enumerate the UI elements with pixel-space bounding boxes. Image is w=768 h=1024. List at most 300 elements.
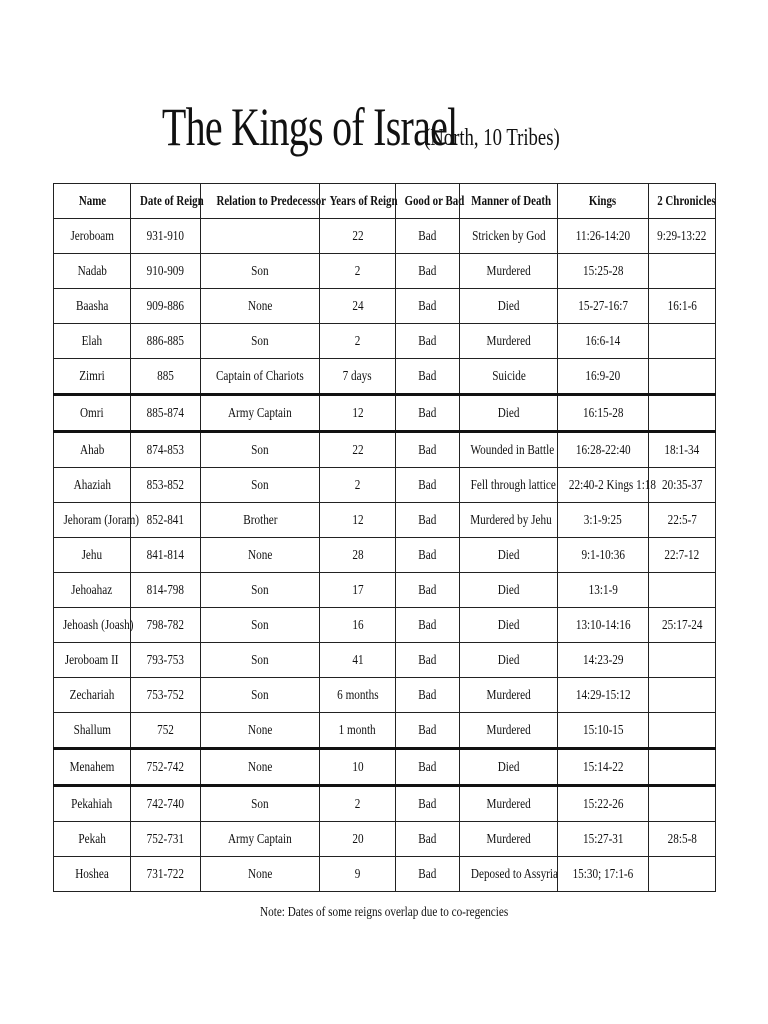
cell-name: [54, 713, 131, 749]
cell-text: Hoshea: [75, 867, 109, 882]
cell-name: [54, 395, 131, 432]
cell-text: 910-909: [146, 264, 185, 279]
cell-years: [320, 678, 396, 713]
cell-text: 909-886: [146, 299, 185, 314]
cell-text: 931-910: [146, 229, 185, 244]
column-header-label: Name: [78, 194, 106, 209]
cell-text: Baasha: [75, 299, 109, 314]
cell-text: 753-752: [146, 688, 185, 703]
cell-good-or-bad: [396, 538, 460, 573]
cell-text: Bad: [418, 406, 437, 421]
cell-manner-of-death: [460, 608, 558, 643]
cell-text: Brother: [242, 513, 278, 528]
cell-text: None: [247, 760, 273, 775]
cell-manner-of-death: [460, 219, 558, 254]
cell-date-of-reign: [131, 608, 201, 643]
cell-name: [54, 432, 131, 468]
cell-manner-of-death: [460, 857, 558, 892]
cell-text: Shallum: [73, 723, 111, 738]
cell-manner-of-death: [460, 289, 558, 324]
cell-text: Murdered by Jehu: [470, 513, 552, 528]
cell-good-or-bad: [396, 822, 460, 857]
cell-text: Ahaziah: [73, 478, 111, 493]
cell-text: Murdered: [486, 688, 531, 703]
cell-name: [54, 822, 131, 857]
cell-text: 12: [351, 513, 364, 528]
cell-date-of-reign: [131, 254, 201, 289]
cell-text: Son: [251, 688, 269, 703]
cell-good-or-bad: [396, 254, 460, 289]
cell-good-or-bad: [396, 643, 460, 678]
column-header-relation: [201, 184, 327, 219]
footnote: [0, 903, 768, 921]
cell-text: 6 months: [336, 688, 379, 703]
cell-text: 841-814: [146, 548, 185, 563]
table-row: [54, 786, 716, 822]
cell-name: [54, 608, 134, 643]
cell-text: Elah: [81, 334, 103, 349]
cell-chronicles-ref: [649, 395, 716, 432]
cell-text: Bad: [418, 229, 437, 244]
cell-manner-of-death: [460, 573, 558, 608]
cell-text: Suicide: [491, 369, 526, 384]
cell-relation: [201, 432, 320, 468]
cell-text: Bad: [418, 478, 437, 493]
cell-text: None: [247, 723, 273, 738]
cell-text: 15:25-28: [582, 264, 624, 279]
table-row: [54, 468, 716, 503]
cell-years: [320, 289, 396, 324]
table-row: [54, 432, 716, 468]
cell-text: Died: [497, 618, 520, 633]
cell-text: 9:29-13:22: [657, 229, 707, 244]
column-header-kings-ref: [558, 184, 649, 219]
table-row: [54, 573, 716, 608]
cell-manner-of-death: [460, 395, 558, 432]
cell-text: 7 days: [343, 369, 372, 384]
column-header-chronicles-ref: [649, 184, 716, 219]
cell-text: 15:22-26: [582, 797, 624, 812]
cell-text: 13:1-9: [588, 583, 618, 598]
cell-years: [320, 359, 396, 395]
cell-date-of-reign: [131, 538, 201, 573]
cell-chronicles-ref: [649, 857, 716, 892]
cell-date-of-reign: [131, 573, 201, 608]
cell-text: Died: [497, 548, 520, 563]
cell-manner-of-death: [460, 822, 558, 857]
cell-text: 9: [354, 867, 361, 882]
cell-name: [54, 678, 131, 713]
cell-good-or-bad: [396, 678, 460, 713]
cell-years: [320, 573, 396, 608]
cell-text: Bad: [418, 334, 437, 349]
cell-chronicles-ref: [649, 713, 716, 749]
table-row: [54, 254, 716, 289]
cell-date-of-reign: [131, 678, 201, 713]
cell-relation: [201, 608, 320, 643]
cell-text: 16:6-14: [585, 334, 621, 349]
cell-manner-of-death: [460, 503, 558, 538]
cell-text: Bad: [418, 548, 437, 563]
cell-text: 41: [351, 653, 364, 668]
cell-chronicles-ref: [649, 359, 716, 395]
page-title: [0, 96, 768, 158]
cell-name: [54, 324, 131, 359]
cell-text: 22:40-2 Kings 1:18: [568, 478, 657, 493]
cell-name: [54, 468, 131, 503]
cell-kings-ref: [558, 608, 649, 643]
cell-text: Bad: [418, 797, 437, 812]
cell-text: Son: [251, 478, 269, 493]
cell-name: [54, 503, 140, 538]
cell-kings-ref: [558, 857, 649, 892]
cell-kings-ref: [558, 219, 649, 254]
cell-date-of-reign: [131, 359, 201, 395]
cell-text: Murdered: [486, 723, 531, 738]
cell-chronicles-ref: [649, 749, 716, 786]
cell-text: 15:10-15: [582, 723, 624, 738]
cell-relation: [201, 503, 320, 538]
cell-years: [320, 503, 396, 538]
table-header-row: [54, 184, 716, 219]
cell-name: [54, 786, 131, 822]
table-row: [54, 608, 716, 643]
cell-text: 14:29-15:12: [575, 688, 631, 703]
cell-manner-of-death: [460, 538, 558, 573]
cell-text: Son: [251, 443, 269, 458]
cell-manner-of-death: [460, 359, 558, 395]
cell-text: None: [247, 867, 273, 882]
cell-years: [320, 608, 396, 643]
cell-date-of-reign: [131, 643, 201, 678]
table-row: [54, 822, 716, 857]
cell-kings-ref: [558, 643, 649, 678]
cell-text: Murdered: [486, 832, 531, 847]
column-header-label: Date of Reign: [139, 194, 204, 209]
cell-name: [54, 359, 131, 395]
cell-relation: [201, 857, 320, 892]
cell-good-or-bad: [396, 786, 460, 822]
cell-name: [54, 573, 131, 608]
cell-relation: [201, 538, 320, 573]
table-row: [54, 538, 716, 573]
cell-years: [320, 713, 396, 749]
cell-good-or-bad: [396, 432, 460, 468]
cell-text: Jeroboam II: [65, 653, 119, 668]
cell-kings-ref: [558, 678, 649, 713]
cell-text: Died: [497, 406, 520, 421]
cell-text: 16:15-28: [582, 406, 624, 421]
cell-text: 853-852: [146, 478, 185, 493]
cell-date-of-reign: [131, 395, 201, 432]
cell-chronicles-ref: [649, 822, 716, 857]
cell-kings-ref: [558, 324, 649, 359]
cell-text: Army Captain: [228, 406, 292, 421]
cell-chronicles-ref: [649, 643, 716, 678]
cell-relation: [201, 254, 320, 289]
footnote-text: Note: Dates of some reigns overlap due to co-regencies: [259, 905, 509, 920]
column-header-label: Kings: [589, 194, 617, 209]
cell-date-of-reign: [131, 432, 201, 468]
cell-text: 28:5-8: [667, 832, 697, 847]
table-row: [54, 503, 716, 538]
column-header-label: Relation to Predecessor: [216, 194, 327, 209]
cell-date-of-reign: [131, 324, 201, 359]
cell-good-or-bad: [396, 503, 460, 538]
cell-text: Bad: [418, 583, 437, 598]
cell-kings-ref: [558, 503, 649, 538]
title-subtitle: (North, 10 Tribes): [423, 125, 560, 151]
cell-kings-ref: [558, 713, 649, 749]
cell-years: [320, 857, 396, 892]
cell-text: 742-740: [146, 797, 185, 812]
cell-relation: [201, 324, 320, 359]
cell-text: 10: [351, 760, 364, 775]
cell-text: Son: [251, 334, 269, 349]
cell-text: 793-753: [146, 653, 185, 668]
cell-good-or-bad: [396, 468, 460, 503]
table-row: [54, 324, 716, 359]
cell-text: 2: [354, 797, 361, 812]
cell-name: [54, 219, 131, 254]
cell-text: Died: [497, 653, 520, 668]
cell-name: [54, 643, 131, 678]
cell-text: 15-27-16:7: [578, 299, 628, 314]
cell-text: 852-841: [146, 513, 185, 528]
cell-text: Bad: [418, 369, 437, 384]
cell-years: [320, 219, 396, 254]
cell-text: 752: [157, 723, 174, 738]
cell-years: [320, 254, 396, 289]
cell-chronicles-ref: [649, 573, 716, 608]
cell-good-or-bad: [396, 713, 460, 749]
cell-text: Murdered: [486, 334, 531, 349]
cell-chronicles-ref: [649, 503, 716, 538]
cell-text: Bad: [418, 618, 437, 633]
cell-text: Deposed to Assyria: [470, 867, 559, 882]
cell-text: 22:5-7: [667, 513, 697, 528]
cell-relation: [201, 395, 320, 432]
cell-chronicles-ref: [649, 538, 716, 573]
cell-relation: [201, 678, 320, 713]
cell-text: 16:1-6: [667, 299, 697, 314]
cell-manner-of-death: [460, 713, 558, 749]
column-header-years: [320, 184, 396, 219]
cell-text: 22: [351, 443, 364, 458]
cell-date-of-reign: [131, 786, 201, 822]
cell-date-of-reign: [131, 749, 201, 786]
cell-relation: [201, 749, 320, 786]
cell-kings-ref: [558, 573, 649, 608]
cell-text: Omri: [80, 406, 104, 421]
cell-text: Army Captain: [228, 832, 292, 847]
column-header-manner-of-death: [460, 184, 558, 219]
cell-text: 22: [351, 229, 364, 244]
cell-chronicles-ref: [649, 678, 716, 713]
cell-text: 12: [351, 406, 364, 421]
cell-text: 16:28-22:40: [575, 443, 631, 458]
cell-text: 752-731: [146, 832, 185, 847]
cell-text: 2: [354, 264, 361, 279]
cell-text: 18:1-34: [664, 443, 700, 458]
cell-kings-ref: [558, 289, 649, 324]
cell-kings-ref: [558, 395, 649, 432]
cell-kings-ref: [558, 432, 649, 468]
cell-name: [54, 857, 131, 892]
table-row: [54, 857, 716, 892]
cell-text: Son: [251, 618, 269, 633]
cell-text: Bad: [418, 653, 437, 668]
cell-kings-ref: [558, 468, 657, 503]
cell-text: Menahem: [69, 760, 115, 775]
cell-years: [320, 324, 396, 359]
cell-text: 752-742: [146, 760, 185, 775]
cell-text: 2: [354, 478, 361, 493]
cell-text: 15:27-31: [582, 832, 624, 847]
column-header-good-or-bad: [396, 184, 465, 219]
cell-manner-of-death: [460, 678, 558, 713]
cell-text: Ahab: [79, 443, 105, 458]
cell-relation: [201, 468, 320, 503]
cell-chronicles-ref: [649, 432, 716, 468]
cell-name: [54, 254, 131, 289]
cell-relation: [201, 786, 320, 822]
cell-good-or-bad: [396, 359, 460, 395]
cell-years: [320, 432, 396, 468]
column-header-label: Good or Bad: [404, 194, 465, 209]
cell-manner-of-death: [460, 432, 558, 468]
cell-good-or-bad: [396, 324, 460, 359]
cell-text: 24: [351, 299, 364, 314]
kings-table: [53, 183, 716, 892]
cell-text: Bad: [418, 443, 437, 458]
cell-text: None: [247, 548, 273, 563]
cell-manner-of-death: [460, 254, 558, 289]
cell-name: [54, 289, 131, 324]
cell-chronicles-ref: [649, 468, 716, 503]
cell-text: 14:23-29: [582, 653, 624, 668]
column-header-label: Manner of Death: [471, 194, 552, 209]
cell-years: [320, 822, 396, 857]
column-header-date-of-reign: [131, 184, 204, 219]
cell-text: 731-722: [146, 867, 185, 882]
cell-text: Son: [251, 653, 269, 668]
cell-years: [320, 786, 396, 822]
cell-kings-ref: [558, 786, 649, 822]
cell-kings-ref: [558, 538, 649, 573]
cell-date-of-reign: [131, 857, 201, 892]
cell-relation: [201, 219, 320, 254]
cell-text: 25:17-24: [661, 618, 703, 633]
cell-text: 15:14-22: [582, 760, 624, 775]
cell-chronicles-ref: [649, 608, 716, 643]
cell-text: Bad: [418, 264, 437, 279]
cell-text: 20: [351, 832, 364, 847]
cell-years: [320, 395, 396, 432]
cell-date-of-reign: [131, 289, 201, 324]
cell-good-or-bad: [396, 395, 460, 432]
table-row: [54, 713, 716, 749]
title-main: The Kings of Israel: [162, 97, 458, 157]
cell-text: 885: [157, 369, 174, 384]
cell-good-or-bad: [396, 289, 460, 324]
cell-text: Bad: [418, 867, 437, 882]
cell-text: Murdered: [486, 797, 531, 812]
cell-text: Jehoram (Joram): [63, 513, 140, 528]
cell-manner-of-death: [460, 468, 558, 503]
cell-relation: [201, 643, 320, 678]
cell-chronicles-ref: [649, 289, 716, 324]
cell-good-or-bad: [396, 219, 460, 254]
cell-relation: [201, 713, 320, 749]
cell-text: 28: [351, 548, 364, 563]
table-body: [54, 219, 716, 892]
table-row: [54, 678, 716, 713]
cell-text: Died: [497, 760, 520, 775]
cell-date-of-reign: [131, 713, 201, 749]
cell-text: 16:9-20: [585, 369, 621, 384]
cell-text: None: [247, 299, 273, 314]
cell-text: Son: [251, 797, 269, 812]
cell-text: 798-782: [146, 618, 185, 633]
cell-text: 3:1-9:25: [584, 513, 622, 528]
cell-good-or-bad: [396, 573, 460, 608]
column-header-label: Years of Reign: [329, 194, 398, 209]
cell-chronicles-ref: [649, 254, 716, 289]
cell-kings-ref: [558, 749, 649, 786]
cell-name: [54, 538, 131, 573]
cell-chronicles-ref: [649, 324, 716, 359]
cell-text: Bad: [418, 513, 437, 528]
table-row: [54, 359, 716, 395]
cell-text: 16: [351, 618, 364, 633]
cell-text: Captain of Chariots: [216, 369, 304, 384]
cell-date-of-reign: [131, 503, 201, 538]
cell-manner-of-death: [460, 786, 558, 822]
cell-text: Stricken by God: [471, 229, 546, 244]
cell-text: Bad: [418, 299, 437, 314]
cell-years: [320, 749, 396, 786]
cell-text: Murdered: [486, 264, 531, 279]
cell-date-of-reign: [131, 468, 201, 503]
cell-manner-of-death: [460, 643, 558, 678]
cell-text: Jehu: [81, 548, 103, 563]
cell-kings-ref: [558, 254, 649, 289]
column-header-label: 2 Chronicles: [657, 194, 716, 209]
cell-text: 13:10-14:16: [575, 618, 631, 633]
cell-manner-of-death: [460, 749, 558, 786]
cell-relation: [201, 289, 320, 324]
cell-good-or-bad: [396, 608, 460, 643]
cell-text: Died: [497, 583, 520, 598]
table-row: [54, 749, 716, 786]
cell-date-of-reign: [131, 822, 201, 857]
table-row: [54, 289, 716, 324]
cell-chronicles-ref: [649, 219, 716, 254]
cell-text: 15:30; 17:1-6: [572, 867, 634, 882]
cell-manner-of-death: [460, 324, 558, 359]
cell-kings-ref: [558, 359, 649, 395]
table-row: [54, 643, 716, 678]
cell-chronicles-ref: [649, 786, 716, 822]
table-row: [54, 395, 716, 432]
cell-text: 9:1-10:36: [581, 548, 625, 563]
cell-text: 874-853: [146, 443, 185, 458]
column-header-name: [54, 184, 131, 219]
cell-text: Wounded in Battle: [470, 443, 555, 458]
cell-relation: [201, 573, 320, 608]
cell-text: Zimri: [79, 369, 105, 384]
